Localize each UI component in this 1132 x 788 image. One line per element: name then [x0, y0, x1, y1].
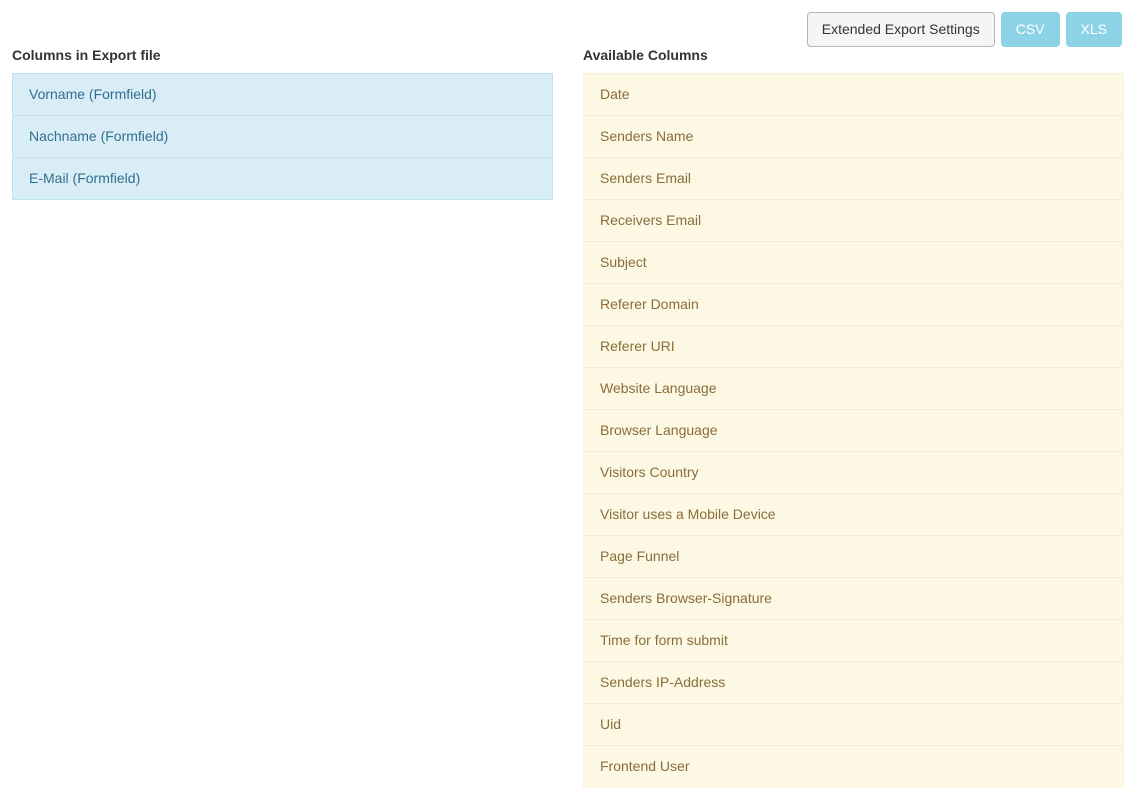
list-item[interactable]: Senders IP-Address	[584, 662, 1123, 704]
list-item[interactable]: Website Language	[584, 368, 1123, 410]
list-item[interactable]: Referer Domain	[584, 284, 1123, 326]
export-toolbar	[807, 12, 1122, 47]
available-columns-list[interactable]	[583, 73, 1124, 788]
list-item[interactable]: E-Mail (Formfield)	[29, 170, 141, 186]
list-item[interactable]: Senders Email	[584, 158, 1123, 200]
list-item[interactable]: Senders Name	[584, 116, 1123, 158]
list-item[interactable]: Visitors Country	[584, 452, 1123, 494]
list-item[interactable]: Date	[584, 74, 1123, 116]
export-columns-panel	[12, 46, 553, 200]
list-item[interactable]: Vorname (Formfield)	[13, 74, 552, 116]
list-item[interactable]: Visitor uses a Mobile Device	[584, 494, 1123, 536]
list-item[interactable]: Frontend User	[600, 758, 690, 774]
list-item[interactable]: Uid	[584, 704, 1123, 746]
available-columns-panel	[583, 46, 1124, 788]
export-columns-list[interactable]	[12, 73, 553, 200]
list-item[interactable]: Page Funnel	[584, 536, 1123, 578]
available-columns-title: Available Columns	[583, 47, 708, 63]
list-item[interactable]: Referer URI	[584, 326, 1123, 368]
export-csv-button[interactable]: CSV	[1001, 12, 1060, 47]
list-item[interactable]: Browser Language	[584, 410, 1123, 452]
export-xls-button[interactable]: XLS	[1066, 12, 1122, 47]
list-item[interactable]: Nachname (Formfield)	[13, 116, 552, 158]
export-columns-title: Columns in Export file	[12, 47, 161, 63]
list-item[interactable]: Receivers Email	[584, 200, 1123, 242]
extended-export-settings-button[interactable]: Extended Export Settings	[807, 12, 995, 47]
list-item[interactable]: Time for form submit	[584, 620, 1123, 662]
list-item[interactable]: Subject	[584, 242, 1123, 284]
list-item[interactable]: Senders Browser-Signature	[584, 578, 1123, 620]
